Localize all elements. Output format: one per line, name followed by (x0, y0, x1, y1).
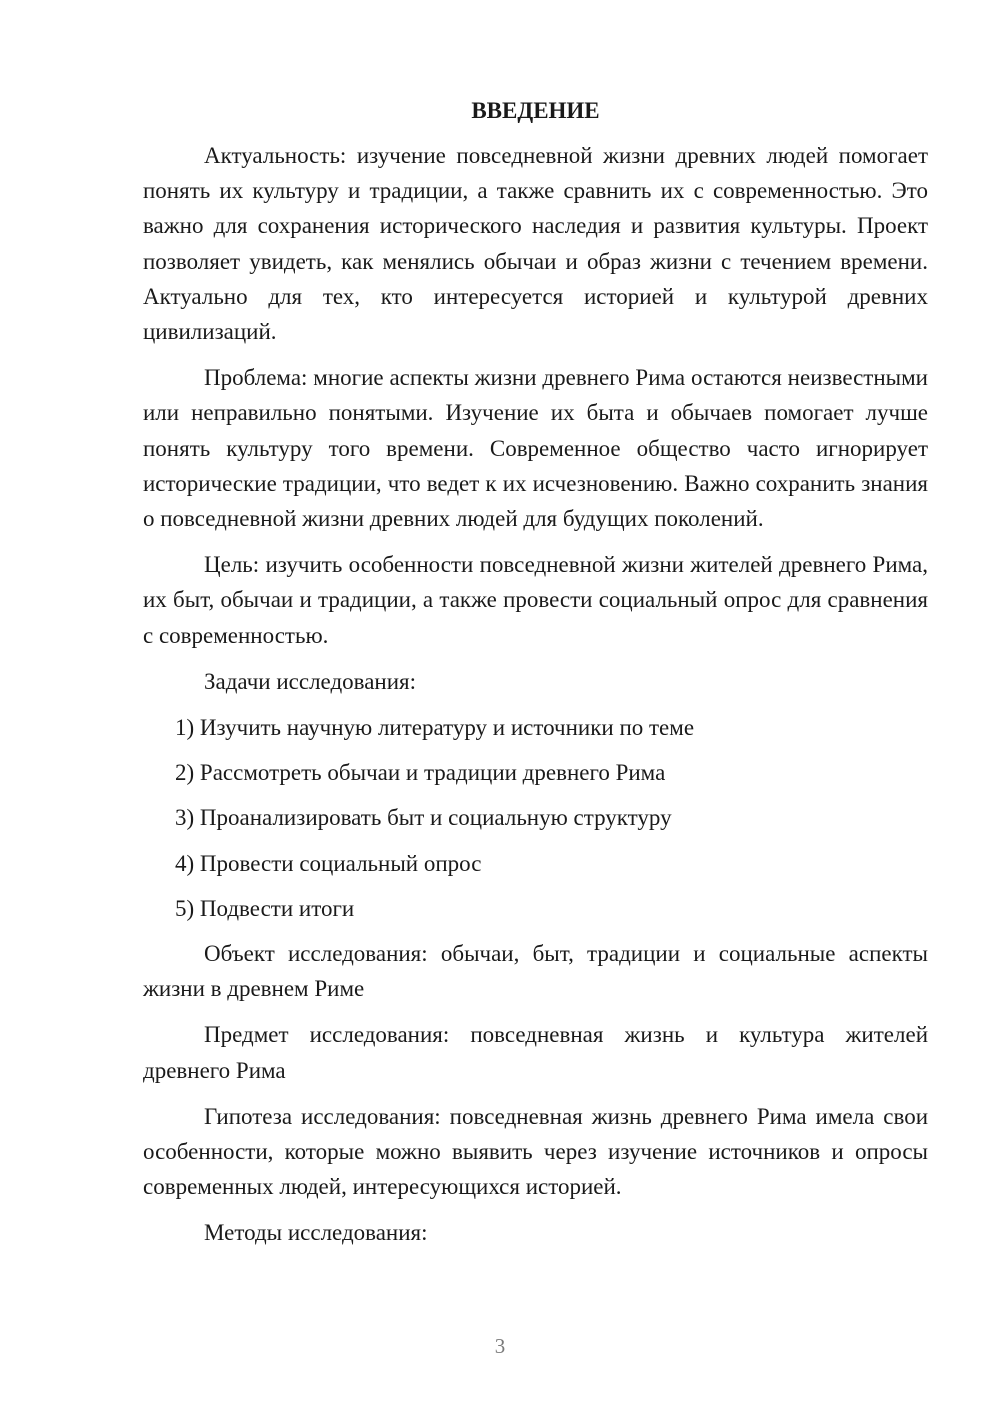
object-paragraph: Объект исследования: обычаи, быт, традиции и социальные аспекты жизни в древнем Риме (143, 941, 928, 1002)
tasks-label: Задачи исследования: (204, 668, 417, 694)
page-number: 3 (494, 1334, 506, 1358)
task-item: 5) Подвести итоги (175, 895, 355, 921)
task-item: 4) Провести социальный опрос (175, 850, 482, 876)
problem-paragraph: Проблема: многие аспекты жизни древнего Рима остаются неизвестными или неправильно понятыми. Изучение их быта и обычаев помогает лучше понять культуру того времени. Современное общество часто игнорирует исторические традиции, что ведет к их исчезновению. Важно сохранить знания о повседневной жизни древних людей для будущих поколений. (143, 365, 928, 532)
page-title: ВВЕДЕНИЕ (471, 98, 600, 123)
tasks-list (143, 710, 928, 926)
hypothesis-paragraph: Гипотеза исследования: повседневная жизнь древнего Рима имела свои особенности, которые можно выявить через изучение источников и опросы современных людей, интересующихся историей. (143, 1103, 928, 1200)
relevance-paragraph: Актуальность: изучение повседневной жизни древних людей помогает понять их культуру и традиции, а также сравнить их с современностью. Это важно для сохранения исторического наследия и развития культуры. Проект позволяет увидеть, как менялись обычаи и образ жизни с течением времени. Актуально для тех, кто интересуется историей и культурой древних цивилизаций. (143, 143, 928, 345)
goal-paragraph: Цель: изучить особенности повседневной жизни жителей древнего Рима, их быт, обычаи и традиции, а также провести социальный опрос для сравнения с современностью. (143, 552, 928, 648)
document-page (143, 96, 928, 1262)
task-item: 1) Изучить научную литературу и источники по теме (175, 715, 695, 741)
task-item: 2) Рассмотреть обычаи и традиции древнего Рима (175, 760, 666, 786)
task-item: 3) Проанализировать быт и социальную структуру (175, 805, 672, 831)
methods-label: Методы исследования: (204, 1220, 428, 1246)
subject-paragraph: Предмет исследования: повседневная жизнь и культура жителей древнего Рима (143, 1022, 928, 1083)
